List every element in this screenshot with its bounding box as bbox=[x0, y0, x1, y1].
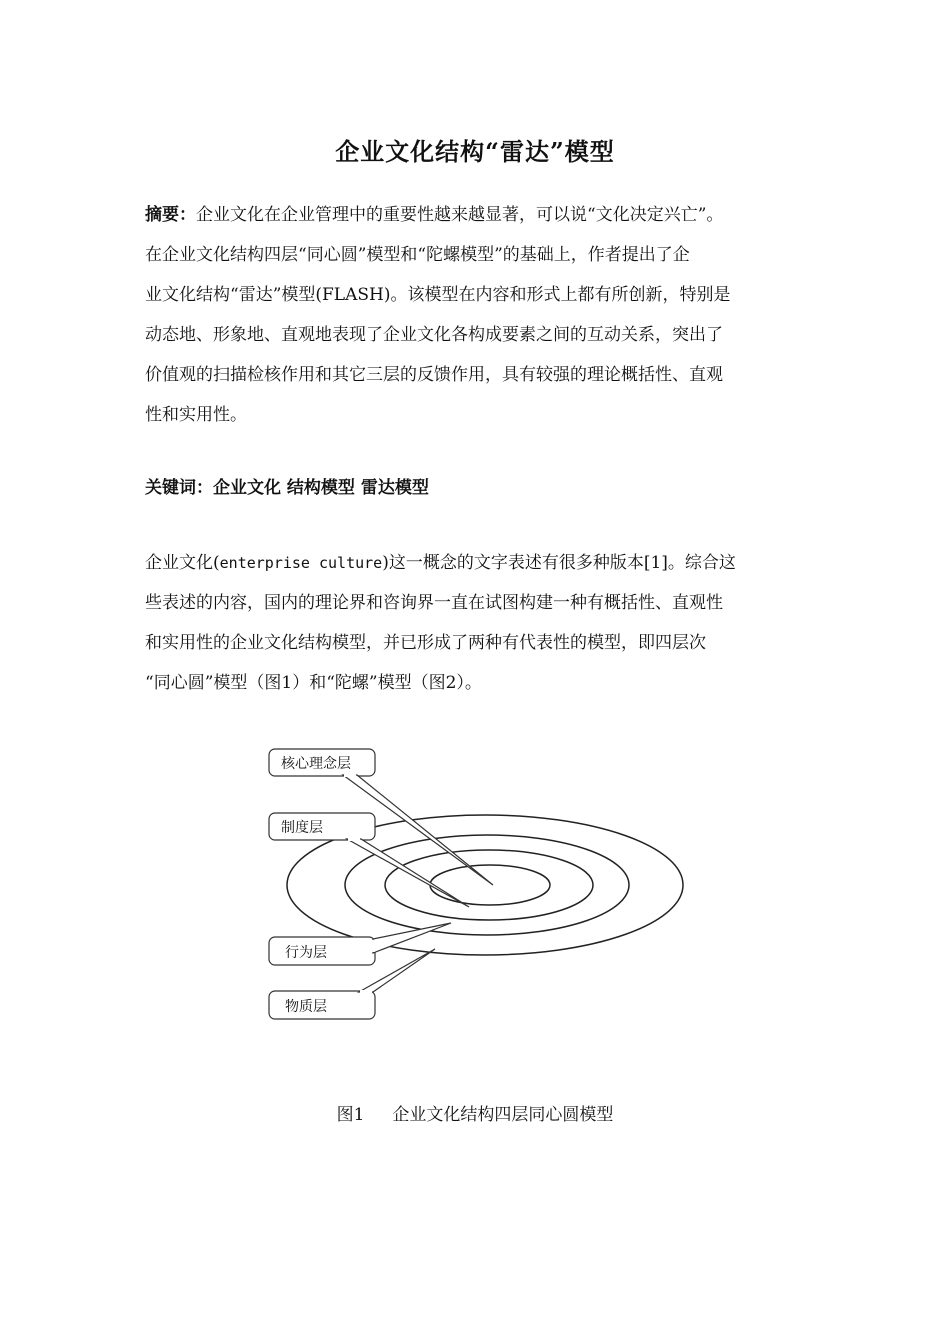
callout-behavior-label: 行为层 bbox=[285, 945, 327, 961]
abstract-line: 价值观的扫描检核作用和其它三层的反馈作用，具有较强的理论概括性、直观 bbox=[145, 365, 723, 385]
intro-english-term: enterprise culture bbox=[219, 554, 383, 572]
intro-line-suffix: )这一概念的文字表述有很多种版本[1]。综合这 bbox=[382, 553, 736, 573]
abstract-line: 性和实用性。 bbox=[145, 405, 247, 425]
abstract-line-text: 企业文化在企业管理中的重要性越来越显著，可以说“文化决定兴亡”。 bbox=[196, 205, 724, 225]
intro-paragraph bbox=[145, 543, 810, 703]
abstract-line: 在企业文化结构四层“同心圆”模型和“陀螺模型”的基础上，作者提出了企 bbox=[145, 245, 690, 265]
abstract-label: 摘要： bbox=[145, 205, 196, 225]
concentric-circle-figure bbox=[255, 735, 700, 1035]
intro-line-prefix: 企业文化( bbox=[145, 553, 220, 573]
concentric-circle-diagram bbox=[255, 735, 700, 1035]
ring-system bbox=[385, 850, 593, 920]
abstract-line: 动态地、形象地、直观地表现了企业文化各构成要素之间的互动关系，突出了 bbox=[145, 325, 723, 345]
intro-line: 些表述的内容，国内的理论界和咨询界一直在试图构建一种有概括性、直观性 bbox=[145, 593, 723, 613]
callout-material-label: 物质层 bbox=[285, 999, 327, 1015]
abstract-line: 业文化结构“雷达”模型(FLASH)。该模型在内容和形式上都有所创新，特别是 bbox=[145, 285, 731, 305]
callout-system-label: 制度层 bbox=[281, 820, 323, 836]
document-title: 企业文化结构“雷达”模型 bbox=[335, 137, 615, 166]
figure-caption-number: 图1 bbox=[336, 1105, 365, 1125]
abstract-line bbox=[145, 195, 810, 235]
keywords-line: 关键词：企业文化 结构模型 雷达模型 bbox=[145, 478, 429, 498]
callout-core-label: 核心理念层 bbox=[281, 756, 351, 772]
figure-caption bbox=[0, 1100, 950, 1125]
intro-line: 和实用性的企业文化结构模型，并已形成了两种有代表性的模型，即四层次 bbox=[145, 633, 706, 653]
figure-caption-text: 企业文化结构四层同心圆模型 bbox=[392, 1105, 614, 1125]
abstract-paragraph bbox=[145, 195, 810, 435]
intro-line bbox=[145, 543, 810, 583]
intro-line: “同心圆”模型（图1）和“陀螺”模型（图2）。 bbox=[145, 673, 482, 693]
callout-behavior bbox=[269, 923, 451, 965]
core-ring bbox=[430, 865, 550, 905]
